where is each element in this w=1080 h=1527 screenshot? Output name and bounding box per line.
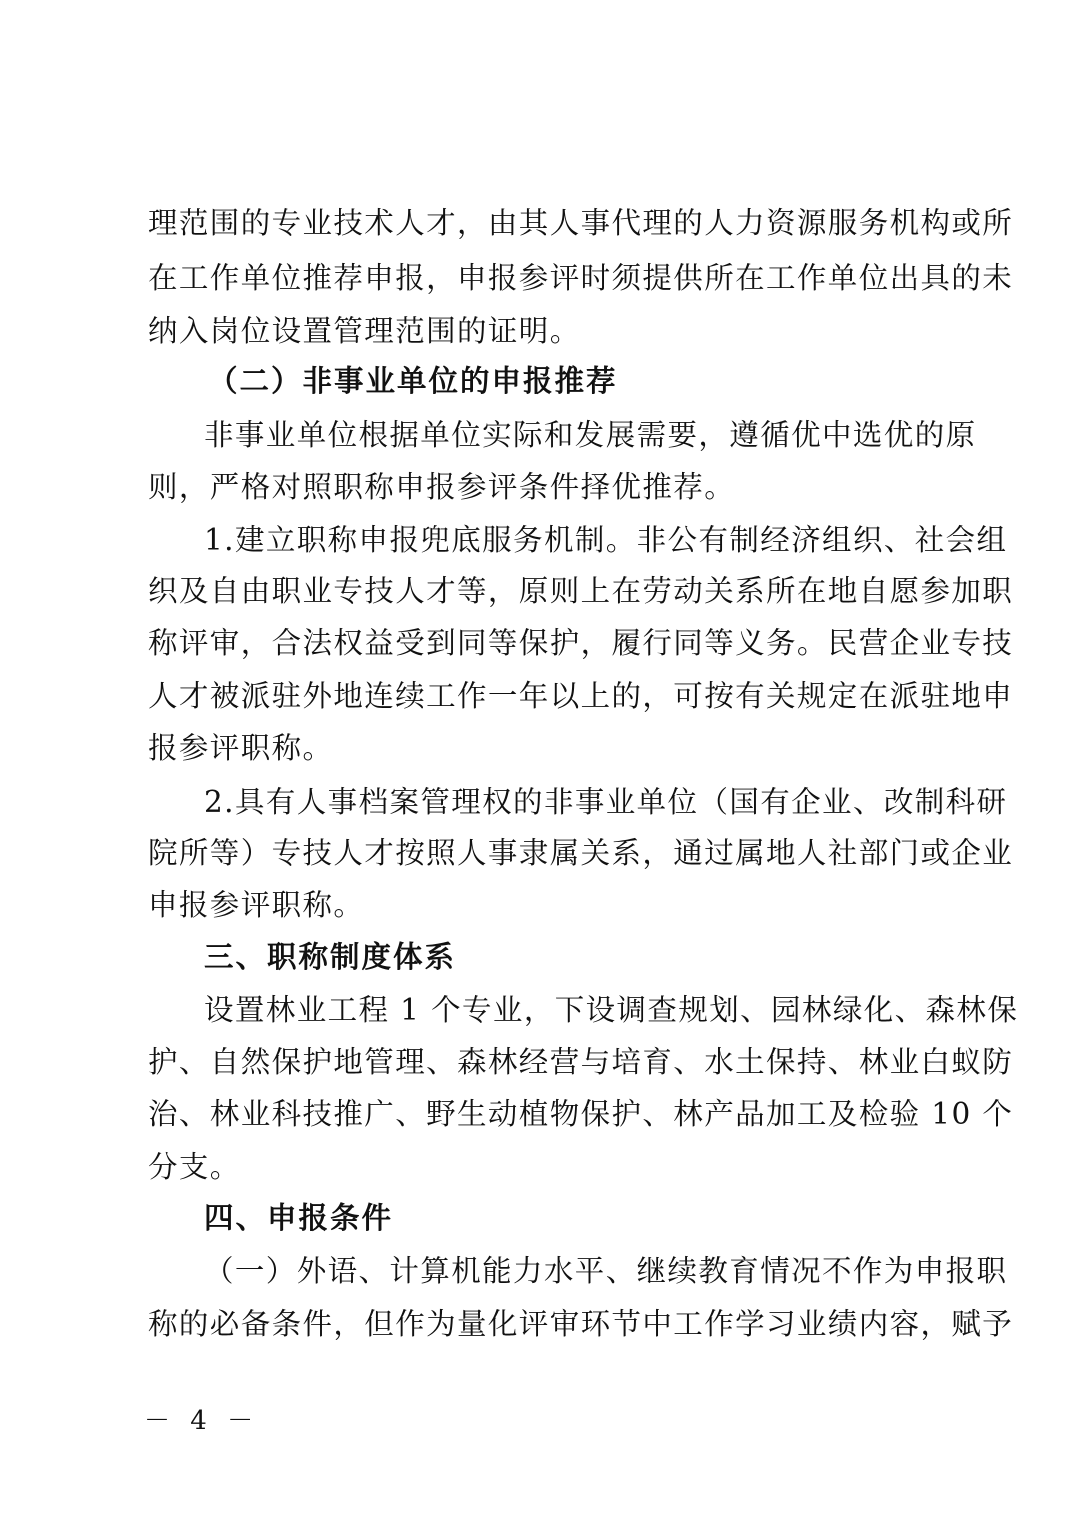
paragraph-line: 报参评职称。 — [148, 731, 334, 765]
paragraph-line: 织及自由职业专技人才等，原则上在劳动关系所在地自愿参加职 — [148, 574, 1014, 608]
paragraph-line: 分支。 — [148, 1150, 241, 1184]
paragraph-line: 院所等）专技人才按照人事隶属关系，通过属地人社部门或企业 — [148, 836, 1014, 870]
paragraph-line: 非事业单位根据单位实际和发展需要，遵循优中选优的原 — [204, 418, 977, 452]
paragraph-line: 纳入岗位设置管理范围的证明。 — [148, 314, 581, 348]
section-heading: 四、申报条件 — [204, 1201, 394, 1235]
paragraph-line: 人才被派驻外地连续工作一年以上的，可按有关规定在派驻地申 — [148, 679, 1014, 713]
paragraph-line: 治、林业科技推广、野生动植物保护、林产品加工及检验 10 个 — [148, 1097, 1014, 1131]
paragraph-line: 在工作单位推荐申报，申报参评时须提供所在工作单位出具的未 — [148, 261, 1014, 295]
paragraph-line: （一）外语、计算机能力水平、继续教育情况不作为申报职 — [204, 1254, 1008, 1288]
paragraph-line: 2.具有人事档案管理权的非事业单位（国有企业、改制科研 — [204, 785, 1008, 819]
paragraph-line: 1.建立职称申报兜底服务机制。非公有制经济组织、社会组 — [204, 523, 1008, 557]
paragraph-line: 则，严格对照职称申报参评条件择优推荐。 — [148, 470, 736, 504]
page-number: － 4 － — [144, 1406, 260, 1436]
paragraph-line: 称的必备条件，但作为量化评审环节中工作学习业绩内容，赋予 — [148, 1307, 1014, 1341]
section-heading: （二）非事业单位的申报推荐 — [208, 364, 618, 398]
paragraph-line: 设置林业工程 1 个专业，下设调查规划、园林绿化、森林保 — [204, 993, 1019, 1027]
paragraph-line: 称评审，合法权益受到同等保护，履行同等义务。民营企业专技 — [148, 626, 1014, 660]
section-heading: 三、职称制度体系 — [204, 940, 457, 974]
paragraph-line: 理范围的专业技术人才，由其人事代理的人力资源服务机构或所 — [148, 206, 1014, 240]
paragraph-line: 护、自然保护地管理、森林经营与培育、水土保持、林业白蚁防 — [148, 1045, 1014, 1079]
paragraph-line: 申报参评职称。 — [148, 888, 365, 922]
